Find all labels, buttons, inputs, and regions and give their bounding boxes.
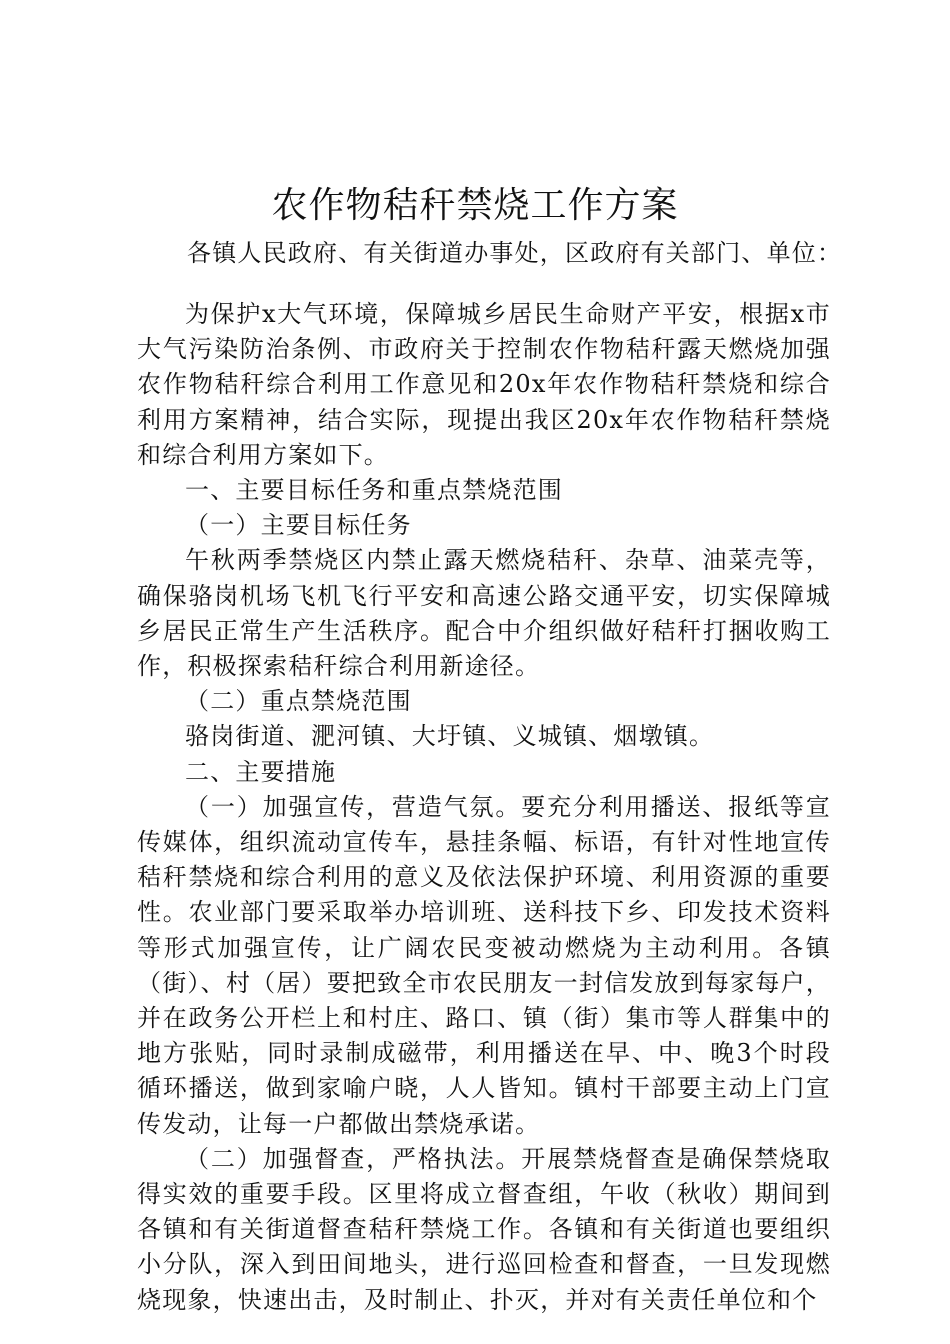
paragraph-intro: 为保护x大气环境，保障城乡居民生命财产平安，根据x市大气污染防治条例、市政府关于控制农作物秸秆露天燃烧加强农作物秸秆综合利用工作意见和20x年农作物秸秆禁烧和综合利用方案精神，结合实际，现提出我区20x年农作物秸秆禁烧和综合利用方案如下。 [137, 300, 831, 469]
section-heading-2: 二、主要措施 [185, 757, 337, 786]
document-title: 农作物秸秆禁烧工作方案 [271, 185, 679, 226]
paragraph-scope: 骆岗街道、淝河镇、大圩镇、义城镇、烟墩镇。 [185, 722, 715, 751]
salutation: 各镇人民政府、有关街道办事处，区政府有关部门、单位： [187, 239, 843, 267]
section-heading-1: 一、主要目标任务和重点禁烧范围 [185, 476, 563, 505]
document-body [137, 297, 831, 1318]
subsection-heading-1-1: （一）主要目标任务 [185, 511, 412, 540]
paragraph-targets: 午秋两季禁烧区内禁止露天燃烧秸秆、杂草、油菜壳等，确保骆岗机场飞机飞行平安和高速公路交通平安，切实保障城乡居民正常生产生活秩序。配合中介组织做好秸秆打捆收购工作，积极探索秸秆综合利用新途径。 [137, 546, 831, 681]
subsection-heading-1-2: （二）重点禁烧范围 [185, 687, 412, 716]
paragraph-publicity: （一）加强宣传，营造气氛。要充分利用播送、报纸等宣传媒体，组织流动宣传车，悬挂条幅、标语，有针对性地宣传秸秆禁烧和综合利用的意义及依法保护环境、利用资源的重要性。农业部门要采取举办培训班、送科技下乡、印发技术资料等形式加强宣传，让广阔农民变被动燃烧为主动利用。各镇（街）、村（居）要把致全市农民朋友一封信发放到每家每户，并在政务公开栏上和村庄、路口、镇（街）集市等人群集中的地方张贴，同时录制成磁带，利用播送在早、中、晚3个时段循环播送，做到家喻户晓，人人皆知。镇村干部要主动上门宣传发动，让每一户都做出禁烧承诺。 [137, 792, 831, 1138]
paragraph-supervision: （二）加强督查，严格执法。开展禁烧督查是确保禁烧取得实效的重要手段。区里将成立督查组，午收（秋收）期间到各镇和有关街道督查秸秆禁烧工作。各镇和有关街道也要组织小分队，深入到田间地头，进行巡回检查和督查，一旦发现燃烧现象，快速出击，及时制止、扑灭，并对有关责任单位和个 [137, 1144, 831, 1314]
